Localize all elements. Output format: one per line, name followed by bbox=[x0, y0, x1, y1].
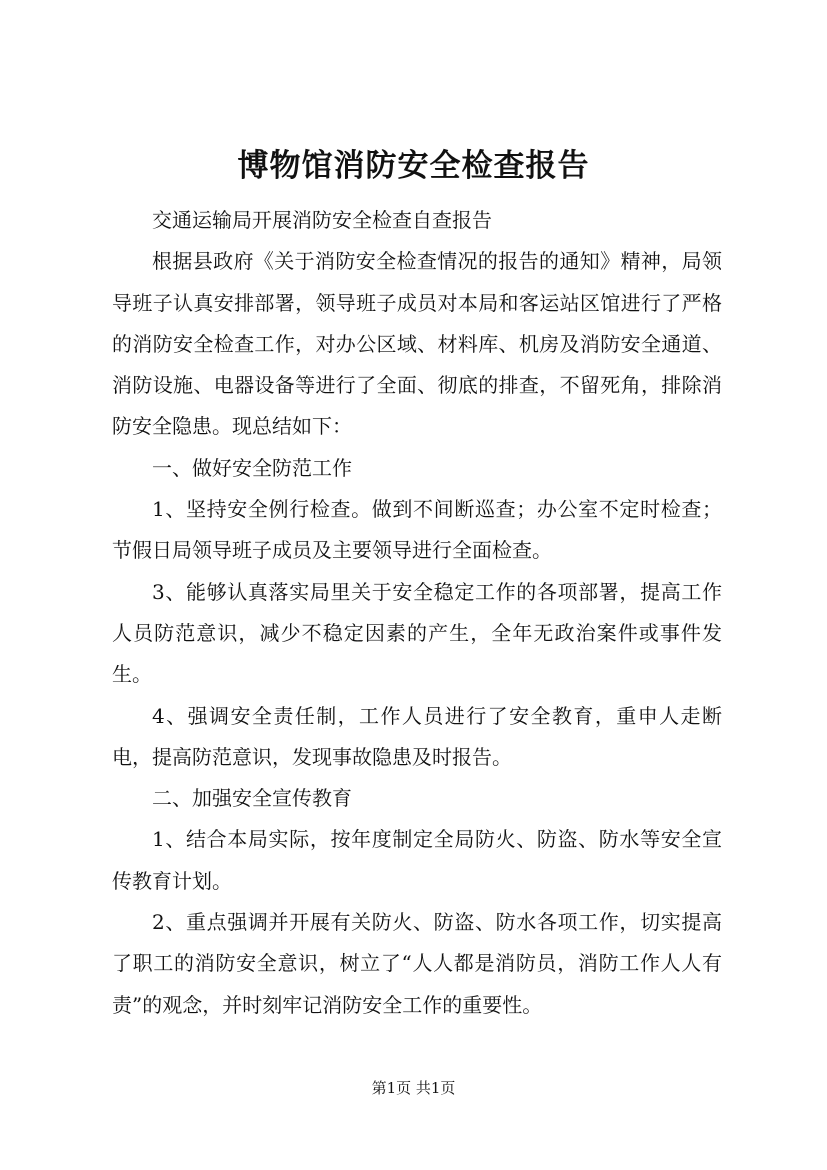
section-heading-2: 二、加强安全宣传教育 bbox=[152, 786, 352, 811]
list-item-1-1: 1、坚持安全例行检查。做到不间断巡查；办公室不定时检查；节假日局领导班子成员及主要领导进行全面检查。 bbox=[112, 497, 722, 563]
list-item-1-3: 3、能够认真落实局里关于安全稳定工作的各项部署，提高工作人员防范意识，减少不稳定因素的产生，全年无政治案件或事件发生。 bbox=[112, 579, 722, 687]
list-item-2-2: 2、重点强调并开展有关防火、防盗、防水各项工作，切实提高了职工的消防安全意识，树立了“人人都是消防员，消防工作人人有责”的观念，并时刻牢记消防安全工作的重要性。 bbox=[112, 910, 722, 1017]
document-body bbox=[112, 200, 722, 1026]
intro-paragraph: 根据县政府《关于消防安全检查情况的报告的通知》精神，局领导班子认真安排部署，领导班子成员对本局和客运站区馆进行了严格的消防安全检查工作，对办公区域、材料库、机房及消防安全通道、消防设施、电器设备等进行了全面、彻底的排查，不留死角，排除消防安全隐患。现总结如下： bbox=[112, 249, 722, 439]
page-footer: 第1页 共1页 bbox=[371, 1079, 456, 1097]
list-item-2-1: 1、结合本局实际，按年度制定全局防火、防盗、防水等安全宣传教育计划。 bbox=[112, 827, 722, 893]
subtitle-paragraph: 交通运输局开展消防安全检查自查报告 bbox=[152, 208, 492, 232]
document-title: 博物馆消防安全检查报告 bbox=[237, 148, 590, 184]
list-item-1-4: 4、强调安全责任制，工作人员进行了安全教育，重申人走断电，提高防范意识，发现事故隐患及时报告。 bbox=[112, 703, 722, 769]
section-heading-1: 一、做好安全防范工作 bbox=[152, 455, 352, 480]
